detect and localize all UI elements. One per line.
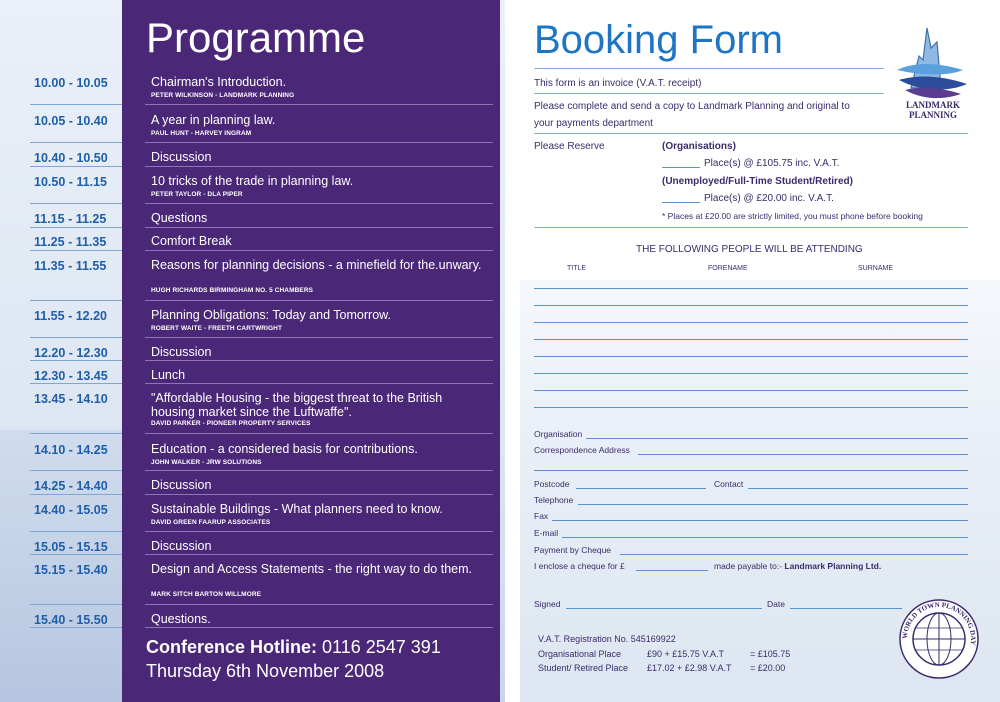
payee: Landmark Planning Ltd.: [784, 561, 882, 571]
programme-session-title: "Affordable Housing - the biggest threat to the British housing market since the Luftwaffe".: [151, 391, 443, 419]
programme-row: [0, 344, 500, 360]
programme-time: 15.40 - 15.50: [34, 613, 108, 627]
programme-row: [0, 257, 500, 294]
row-divider: [145, 300, 493, 301]
programme-session-title: Sustainable Buildings - What planners need to know.: [151, 502, 443, 516]
attendee-line[interactable]: [534, 305, 968, 306]
programme-session-title: Discussion: [151, 539, 212, 553]
vat-row-2-total: = £20.00: [750, 663, 786, 673]
programme-speaker: JOHN WALKER - JRW SOLUTIONS: [151, 459, 262, 466]
divider: [534, 227, 968, 228]
cheque-label: I enclose a cheque for £: [534, 561, 625, 571]
student-places-label: Place(s) @ £20.00 inc. V.A.T.: [704, 193, 834, 204]
row-divider: [30, 337, 122, 338]
programme-speaker: PETER TAYLOR - DLA PIPER: [151, 191, 243, 198]
signed-label: Signed: [534, 599, 561, 609]
row-divider: [145, 627, 493, 628]
vat-row-2-label: Student/ Retired Place: [538, 663, 629, 673]
row-divider: [145, 494, 493, 495]
programme-session-title: Design and Access Statements - the right way to do them.: [151, 562, 472, 576]
row-divider: [30, 554, 122, 555]
programme-row: [0, 112, 500, 137]
please-reserve-label: Please Reserve: [534, 141, 605, 152]
col-forename: FORENAME: [708, 265, 748, 272]
row-divider: [30, 470, 122, 471]
programme-time: 14.10 - 14.25: [34, 443, 108, 457]
student-heading: (Unemployed/Full-Time Student/Retired): [662, 176, 853, 187]
row-divider: [30, 166, 122, 167]
world-town-planning-day-seal: [898, 598, 980, 680]
programme-speaker: MARK SITCH BARTON WILLMORE: [151, 591, 262, 598]
attendee-line[interactable]: [534, 288, 968, 289]
row-divider: [145, 337, 493, 338]
row-divider: [145, 142, 493, 143]
address-field[interactable]: [638, 454, 968, 455]
programme-session-title: Comfort Break: [151, 234, 232, 248]
row-divider: [30, 494, 122, 495]
row-divider: [145, 433, 493, 434]
programme-row: [0, 210, 500, 226]
programme-session-title: Discussion: [151, 150, 212, 164]
organisation-label: Organisation: [534, 429, 583, 439]
postcode-field[interactable]: [576, 488, 706, 489]
attendee-line[interactable]: [534, 356, 968, 357]
signature-field[interactable]: [566, 608, 762, 609]
programme-row: [0, 367, 500, 383]
row-divider: [145, 227, 493, 228]
programme-time: 13.45 - 14.10: [34, 392, 108, 406]
row-divider: [145, 360, 493, 361]
org-places-label: Place(s) @ £105.75 inc. V.A.T.: [704, 158, 840, 169]
row-divider: [30, 250, 122, 251]
programme-title: Programme: [146, 14, 366, 61]
contact-label: Contact: [714, 479, 744, 489]
programme-row: [0, 173, 500, 198]
payable-text: made payable to:-: [714, 561, 783, 571]
cheque-amount-field[interactable]: [636, 570, 708, 571]
attendee-line[interactable]: [534, 339, 968, 340]
invoice-note: This form is an invoice (V.A.T. receipt): [534, 78, 702, 89]
address-label: Correspondence Address: [534, 445, 630, 455]
conference-hotline: [146, 637, 441, 658]
programme-session-title: Education - a considered basis for contributions.: [151, 442, 418, 456]
attendee-line[interactable]: [534, 407, 968, 408]
programme-session-title: Questions.: [151, 612, 211, 626]
telephone-field[interactable]: [578, 504, 968, 505]
programme-session-title: Discussion: [151, 478, 212, 492]
address-field-2[interactable]: [534, 470, 968, 471]
date-field[interactable]: [790, 608, 902, 609]
programme-row: [0, 390, 500, 427]
row-divider: [30, 104, 122, 105]
attendee-line[interactable]: [534, 322, 968, 323]
instructions-line-1: Please complete and send a copy to Landmark Planning and original to: [534, 101, 850, 112]
row-divider: [30, 300, 122, 301]
row-divider: [145, 166, 493, 167]
conference-date: Thursday 6th November 2008: [146, 661, 385, 681]
programme-session-title: Lunch: [151, 368, 186, 382]
contact-field[interactable]: [748, 488, 968, 489]
row-divider: [30, 604, 122, 605]
programme-time: 14.25 - 14.40: [34, 479, 108, 493]
programme-row: [0, 561, 500, 598]
programme-time: 10.05 - 10.40: [34, 114, 108, 128]
programme-time: 10.40 - 10.50: [34, 151, 108, 165]
vat-row-2-calc: £17.02 + £2.98 V.A.T: [647, 663, 732, 673]
email-label: E-mail: [534, 528, 559, 538]
programme-time: 11.25 - 11.35: [34, 235, 107, 249]
programme-time: 11.15 - 11.25: [34, 212, 107, 226]
attendee-line[interactable]: [534, 390, 968, 391]
row-divider: [30, 433, 122, 434]
hotline-number: 0116 2547 391: [322, 637, 441, 657]
programme-time: 14.40 - 15.05: [34, 503, 108, 517]
programme-session-title: Discussion: [151, 345, 212, 359]
booking-form-title: Booking Form: [534, 18, 783, 62]
programme-row: [0, 538, 500, 554]
programme-speaker: PETER WILKINSON - LANDMARK PLANNING: [151, 92, 295, 99]
programme-row: [0, 611, 500, 627]
row-divider: [145, 531, 493, 532]
organisation-field[interactable]: [586, 438, 968, 439]
postcode-label: Postcode: [534, 479, 570, 489]
programme-time: 15.15 - 15.40: [34, 563, 108, 577]
programme-session-title: Chairman's Introduction.: [151, 75, 287, 89]
row-divider: [30, 203, 122, 204]
payment-field[interactable]: [620, 554, 968, 555]
attending-heading: THE FOLLOWING PEOPLE WILL BE ATTENDING: [636, 244, 863, 255]
programme-time: 11.55 - 12.20: [34, 309, 107, 323]
row-divider: [145, 250, 493, 251]
programme-time: 12.20 - 12.30: [34, 346, 108, 360]
programme-row: [0, 233, 500, 249]
programme-time: 10.00 - 10.05: [34, 76, 108, 90]
programme-speaker: HUGH RICHARDS BIRMINGHAM NO. 5 CHAMBERS: [151, 287, 314, 294]
student-places-field[interactable]: [662, 202, 700, 203]
programme-time: 10.50 - 11.15: [34, 175, 107, 189]
programme-speaker: DAVID GREEN FAARUP ASSOCIATES: [151, 519, 271, 526]
row-divider: [145, 554, 493, 555]
row-divider: [30, 360, 122, 361]
fax-label: Fax: [534, 511, 549, 521]
programme-session-title: Questions: [151, 211, 208, 225]
row-divider: [30, 383, 122, 384]
divider: [534, 93, 884, 94]
col-surname: SURNAME: [858, 265, 894, 272]
divider: [534, 68, 884, 69]
vat-registration: V.A.T. Registration No. 545169922: [538, 634, 676, 644]
vat-row-1-calc: £90 + £15.75 V.A.T: [647, 649, 724, 659]
row-divider: [30, 142, 122, 143]
telephone-label: Telephone: [534, 495, 574, 505]
row-divider: [145, 604, 493, 605]
row-divider: [145, 383, 493, 384]
programme-time: 12.30 - 13.45: [34, 369, 108, 383]
programme-speaker: PAUL HUNT - HARVEY INGRAM: [151, 130, 252, 137]
programme-session-title: Planning Obligations: Today and Tomorrow.: [151, 308, 391, 322]
row-divider: [145, 104, 493, 105]
row-divider: [145, 470, 493, 471]
programme-session-title: 10 tricks of the trade in planning law.: [151, 174, 354, 188]
row-divider: [30, 627, 122, 628]
fax-field[interactable]: [552, 520, 968, 521]
logo-text: [888, 100, 978, 120]
email-field[interactable]: [562, 537, 968, 538]
vat-row-1-label: Organisational Place: [538, 649, 622, 659]
programme-time: 11.35 - 11.55: [34, 259, 107, 273]
limited-note: * Places at £20.00 are strictly limited, you must phone before booking: [662, 211, 923, 221]
programme-row: [0, 149, 500, 165]
programme-speaker: DAVID PARKER - PIONEER PROPERTY SERVICES: [151, 420, 311, 427]
row-divider: [30, 227, 122, 228]
logo-line-2: PLANNING: [908, 110, 957, 120]
divider: [534, 133, 968, 134]
programme-session-title: Reasons for planning decisions - a minefield for the.unwary.: [151, 258, 482, 272]
programme-time: 15.05 - 15.15: [34, 540, 108, 554]
col-title: TITLE: [567, 265, 587, 272]
hotline-label: Conference Hotline:: [146, 637, 318, 657]
payable-label: [714, 561, 881, 571]
date-label: Date: [767, 599, 785, 609]
logo-line-1: LANDMARK: [906, 100, 960, 110]
programme-row: [0, 477, 500, 493]
seal-text: WORLD TOWN PLANNING DAY: [900, 600, 978, 646]
organisations-heading: (Organisations): [662, 141, 736, 152]
org-places-field[interactable]: [662, 167, 700, 168]
programme-speaker: ROBERT WAITE - FREETH CARTWRIGHT: [151, 325, 283, 332]
row-divider: [30, 531, 122, 532]
row-divider: [145, 203, 493, 204]
attendee-line[interactable]: [534, 373, 968, 374]
programme-row: [0, 307, 500, 332]
vat-row-1-total: = £105.75: [750, 649, 791, 659]
programme-row: [0, 74, 500, 99]
programme-row: [0, 501, 500, 526]
programme-session-title: A year in planning law.: [151, 113, 276, 127]
instructions-line-2: your payments department: [534, 118, 653, 129]
programme-row: [0, 441, 500, 466]
payment-label: Payment by Cheque: [534, 545, 612, 555]
